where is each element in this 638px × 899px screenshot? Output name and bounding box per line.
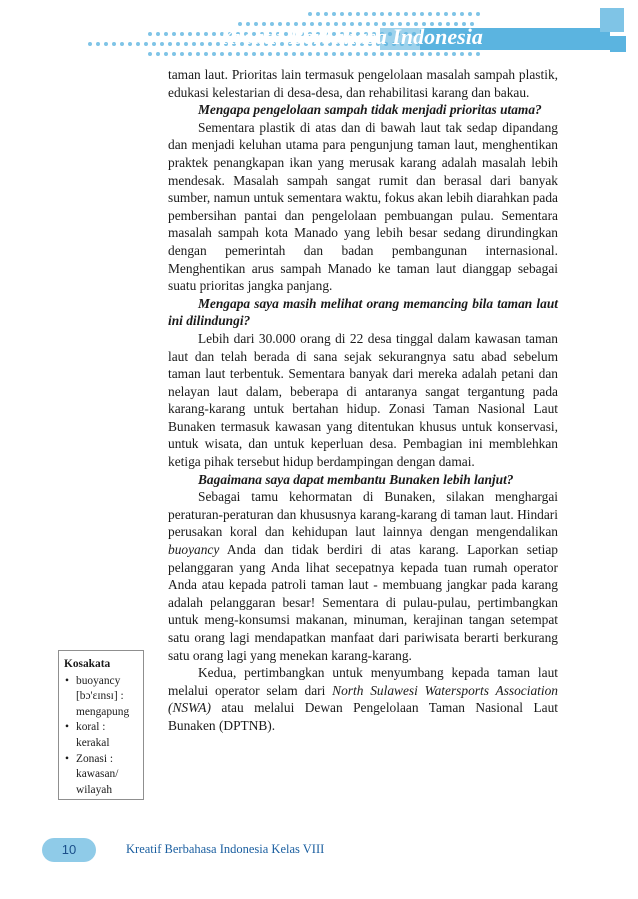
header-dot bbox=[208, 42, 212, 46]
header-dot bbox=[340, 52, 344, 56]
header-dot bbox=[104, 42, 108, 46]
header-dot bbox=[308, 52, 312, 56]
header-dot bbox=[188, 32, 192, 36]
header-dot bbox=[180, 32, 184, 36]
vocabulary-box bbox=[58, 650, 144, 800]
header-dot bbox=[460, 12, 464, 16]
header-dot bbox=[412, 52, 416, 56]
vocabulary-definition: [bɔ'ɛɪnsɪ] : mengapung bbox=[76, 690, 130, 718]
header-dot bbox=[156, 52, 160, 56]
paragraph: taman laut. Prioritas lain termasuk pengelolaan masalah sampah plastik, edukasi kelestarian di desa-desa, dan rehabilitasi karang dan bakau. bbox=[168, 67, 558, 100]
header-dot bbox=[156, 32, 160, 36]
header-dot bbox=[364, 52, 368, 56]
header-dot bbox=[160, 42, 164, 46]
header-dot bbox=[356, 52, 360, 56]
header-dot bbox=[252, 52, 256, 56]
header-title: Kreatif Berbahasa Indonesia bbox=[220, 24, 483, 49]
vocabulary-item bbox=[64, 720, 138, 751]
header-dot bbox=[244, 52, 248, 56]
header-dot bbox=[220, 52, 224, 56]
vocabulary-definition: kawasan/ wilayah bbox=[76, 768, 119, 796]
header-dot bbox=[420, 52, 424, 56]
header-dot bbox=[112, 42, 116, 46]
header-dot bbox=[364, 12, 368, 16]
header-dot bbox=[88, 42, 92, 46]
header-dot bbox=[212, 52, 216, 56]
header-dot bbox=[452, 12, 456, 16]
header-dot bbox=[372, 12, 376, 16]
header-dot bbox=[212, 32, 216, 36]
header-dot bbox=[356, 12, 360, 16]
vocabulary-title: Kosakata bbox=[64, 658, 111, 670]
header-dot bbox=[120, 42, 124, 46]
header-corner-square bbox=[610, 36, 626, 52]
text-run: Kedua, pertimbangkan untuk menyumbang kepada taman laut melalui operator selam dari bbox=[168, 665, 558, 698]
header-dot bbox=[200, 42, 204, 46]
footer-book-title: Kreatif Berbahasa Indonesia Kelas VIII bbox=[126, 842, 325, 856]
paragraph-last bbox=[168, 664, 558, 734]
header-dot bbox=[204, 52, 208, 56]
header-dot bbox=[428, 12, 432, 16]
header-dot bbox=[152, 42, 156, 46]
header-dot bbox=[348, 12, 352, 16]
header-dot bbox=[276, 52, 280, 56]
header-dot bbox=[316, 12, 320, 16]
header-dot bbox=[136, 42, 140, 46]
header-dot bbox=[460, 52, 464, 56]
paragraph: Lebih dari 30.000 orang di 22 desa tinggal dalam kawasan taman laut dan telah berada di sana sejak sekurangnya satu abad sebelum taman laut terbentuk. Sementara banyak dari mereka adalah petani dan nelayan laut dalam, beberapa di antaranya sangat tergantung pada karang-karang untuk bertahan hidup. Zonasi Taman Nasional Laut Bunaken termasuk kawasan yang ditentukan khusus untuk konservasi, untuk wisata, dan untuk keperluan desa. Pembagian ini memblehkan ketiga pihak tersebut hidup berdampingan dengan damai. bbox=[168, 330, 558, 470]
header-dot bbox=[436, 52, 440, 56]
vocabulary-definition: kerakal bbox=[76, 736, 110, 749]
header-dot bbox=[168, 42, 172, 46]
vocabulary-item bbox=[64, 752, 138, 799]
header-dot bbox=[164, 32, 168, 36]
vocabulary-term: buoyancy bbox=[76, 674, 121, 687]
header-dot bbox=[292, 52, 296, 56]
header-dot bbox=[204, 32, 208, 36]
header-dot bbox=[372, 52, 376, 56]
header-dot bbox=[340, 12, 344, 16]
text-run: Anda dan tidak berdiri di atas karang. Laporkan setiap pelanggaran yang Anda lihat secepatnya kepada tuan rumah operator Anda atau kepada patroli taman laut - membuang jangkar pada karang adalah pelanggaran besar! Sementara di pulau-pulau, pertimbangkan untuk meng-konsumsi makanan, minuman, kerajinan tangan setempat satu orang lagi mendapatkan manfaat dari pariwisata berarti berkurang satu orang lagi yang menekan karang-karang. bbox=[168, 542, 558, 663]
header-dot bbox=[180, 52, 184, 56]
main-text bbox=[168, 66, 558, 735]
header-dot bbox=[172, 32, 176, 36]
header-band bbox=[0, 0, 638, 68]
header-dot bbox=[468, 12, 472, 16]
vocabulary-list bbox=[64, 674, 138, 799]
header-dot bbox=[420, 12, 424, 16]
header-dot bbox=[412, 12, 416, 16]
header-dot bbox=[300, 52, 304, 56]
vocabulary-item bbox=[64, 674, 138, 721]
header-dot bbox=[332, 52, 336, 56]
question-heading: Mengapa pengelolaan sampah tidak menjadi prioritas utama? bbox=[198, 102, 542, 118]
header-dot bbox=[396, 12, 400, 16]
header-dot bbox=[404, 52, 408, 56]
vocabulary-term: koral : bbox=[76, 721, 106, 734]
header-dot bbox=[284, 52, 288, 56]
header-dot bbox=[196, 52, 200, 56]
header-dot bbox=[144, 42, 148, 46]
header-dot bbox=[196, 32, 200, 36]
italic-term: buoyancy bbox=[168, 542, 220, 558]
header-dot bbox=[476, 12, 480, 16]
text-run: Sebagai tamu kehormatan di Bunaken, silakan menghargai peraturan-peraturan dan khususnya karang-karang di taman laut. Hindari perusakan koral dan kehidupan laut lainnya dengan mengendalikan bbox=[168, 489, 558, 540]
header-dot bbox=[176, 42, 180, 46]
paragraph: Sementara plastik di atas dan di bawah laut tak sedap dipandang dan menjadi keluhan utama para pengunjung taman laut, menghentikan praktek penangkapan ikan yang merusak karang adalah masalah lebih mendesak. Masalah sampah sangat rumit dan berasal dari banyak sumber, namun untuk sementara waktu, fokus akan lebih diarahkan pada pembersihan pantai dan pengelolaan pembuangan pulau. Sementara masalah sampah kota Manado yang lebih besar sedang dirundingkan dengan pemerintah dan badan pembangunan internasional. Menghentikan arus sampah Manado ke taman laut dianggap sebagai suatu prioritas jangka panjang. bbox=[168, 119, 558, 294]
header-dot bbox=[96, 42, 100, 46]
header-dot bbox=[148, 52, 152, 56]
header-dot bbox=[332, 12, 336, 16]
header-dot bbox=[444, 12, 448, 16]
header-dot bbox=[380, 52, 384, 56]
header-dot bbox=[380, 12, 384, 16]
header-dot bbox=[188, 52, 192, 56]
header-dot bbox=[148, 32, 152, 36]
header-dot bbox=[228, 52, 232, 56]
header-dot bbox=[476, 52, 480, 56]
header-dot bbox=[324, 52, 328, 56]
header-dot bbox=[348, 52, 352, 56]
header-dot bbox=[428, 52, 432, 56]
page-number: 10 bbox=[42, 838, 96, 862]
header-dot bbox=[388, 12, 392, 16]
header-dot bbox=[164, 52, 168, 56]
header-dot bbox=[268, 52, 272, 56]
header-dot bbox=[444, 52, 448, 56]
italic-organization: North Sulawesi Watersports Association (NSWA) bbox=[168, 682, 558, 716]
header-dot bbox=[436, 12, 440, 16]
header-dot bbox=[396, 52, 400, 56]
header-corner-square bbox=[600, 8, 624, 32]
paragraph-help bbox=[168, 488, 558, 664]
header-dot bbox=[260, 52, 264, 56]
question-heading: Mengapa saya masih melihat orang memancing bila taman laut ini dilindungi? bbox=[168, 295, 558, 329]
question-heading: Bagaimana saya dapat membantu Bunaken lebih lanjut? bbox=[198, 471, 514, 487]
header-dot bbox=[468, 52, 472, 56]
header-dot bbox=[192, 42, 196, 46]
header-dot bbox=[388, 52, 392, 56]
header-dot bbox=[128, 42, 132, 46]
header-dot bbox=[172, 52, 176, 56]
header-dot bbox=[324, 12, 328, 16]
text-run: atau melalui Dewan Pengelolaan Taman Nasional Laut Bunaken (DPTNB). bbox=[168, 700, 558, 733]
header-dot bbox=[308, 12, 312, 16]
header-dot bbox=[236, 52, 240, 56]
header-dot bbox=[404, 12, 408, 16]
header-dot bbox=[316, 52, 320, 56]
vocabulary-term: Zonasi : bbox=[76, 752, 114, 765]
header-dot bbox=[452, 52, 456, 56]
header-dot bbox=[184, 42, 188, 46]
